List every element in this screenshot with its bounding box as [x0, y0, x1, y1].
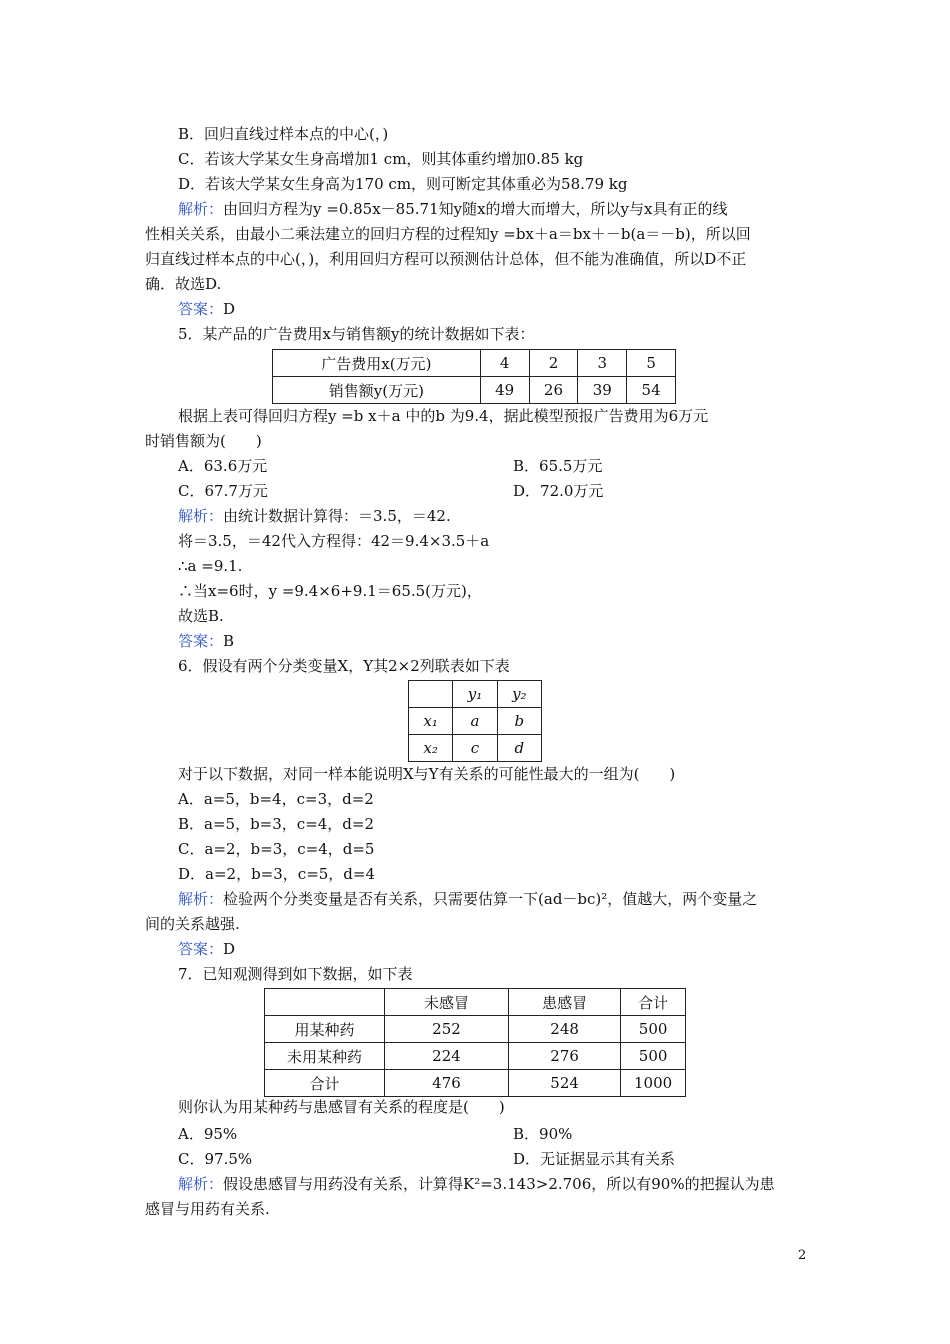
- q5-analysis-line-3: ∴a =9.1.: [178, 557, 243, 575]
- q5-analysis-line-1: [178, 506, 451, 526]
- q4-option-b: B．回归直线过样本点的中心(，): [178, 125, 389, 143]
- table-cell: y₁: [453, 681, 497, 708]
- q4-analysis-line-4: 确．故选D.: [145, 275, 222, 293]
- q5-text-line-2: 时销售额为( ): [145, 432, 262, 450]
- table-cell: 合计: [621, 989, 686, 1016]
- analysis-label: 解析：: [178, 890, 224, 908]
- table-cell: 248: [509, 1016, 621, 1043]
- q5-option-d: D．72.0万元: [513, 482, 604, 500]
- answer-label: 答案：: [178, 300, 224, 318]
- table-row: [273, 350, 676, 377]
- q5-stem: 5．某产品的广告费用x与销售额y的统计数据如下表：: [178, 325, 535, 343]
- q4-option-d: D．若该大学某女生身高为170 cm，则可断定其体重必为58.79 kg: [178, 175, 628, 193]
- q6-stem: 6．假设有两个分类变量X，Y其2×2列联表如下表: [178, 657, 510, 675]
- answer-label: 答案：: [178, 632, 224, 650]
- table-cell: [409, 681, 453, 708]
- table-cell: x₁: [409, 708, 453, 735]
- q7-option-d: D．无证据显示其有关系: [513, 1150, 676, 1168]
- table-cell: c: [453, 735, 497, 762]
- q7-analysis-line-2: 感冒与用药有关系.: [145, 1200, 270, 1218]
- q5-data-table: [272, 349, 676, 404]
- q4-option-c: C．若该大学某女生身高增加1 cm，则其体重约增加0.85 kg: [178, 150, 584, 168]
- table-cell: b: [497, 708, 541, 735]
- q7-option-b: B．90%: [513, 1125, 573, 1143]
- table-cell: 4: [480, 350, 529, 377]
- table-cell: 3: [578, 350, 627, 377]
- table-cell: y₂: [497, 681, 541, 708]
- table-cell: 未用某种药: [265, 1043, 385, 1070]
- analysis-label: 解析：: [178, 507, 224, 525]
- page-number: 2: [798, 1248, 807, 1263]
- q5-option-b: B．65.5万元: [513, 457, 603, 475]
- table-cell: 1000: [621, 1070, 686, 1097]
- table-cell: 26: [529, 377, 578, 404]
- table-cell: 广告费用x(万元): [273, 350, 481, 377]
- q7-text: 则你认为用某种药与患感冒有关系的程度是( ): [178, 1098, 505, 1116]
- table-row: [409, 735, 542, 762]
- table-cell: d: [497, 735, 541, 762]
- table-cell: [265, 989, 385, 1016]
- analysis-text: 由回归方程为y =0.85x－85.71知y随x的增大而增大，所以y与x具有正的线: [223, 200, 728, 218]
- table-cell: 患感冒: [509, 989, 621, 1016]
- q7-data-table: [264, 988, 686, 1097]
- table-cell: 销售额y(万元): [273, 377, 481, 404]
- q6-text: 对于以下数据，对同一样本能说明X与Y有关系的可能性最大的一组为( ): [178, 765, 676, 783]
- q6-answer: [178, 939, 235, 959]
- table-cell: 500: [621, 1043, 686, 1070]
- q5-option-a: A．63.6万元: [178, 457, 268, 475]
- q6-option-c: C．a=2，b=3，c=4，d=5: [178, 840, 375, 858]
- q7-stem: 7．已知观测得到如下数据，如下表: [178, 965, 413, 983]
- q5-text-line-1: 根据上表可得回归方程y =b x＋a 中的b 为9.4，据此模型预报广告费用为6万元: [178, 407, 709, 425]
- table-cell: 2: [529, 350, 578, 377]
- q6-contingency-table: [408, 680, 542, 762]
- table-row: [409, 681, 542, 708]
- q5-analysis-line-2: 将＝3.5，＝42代入方程得：42＝9.4×3.5＋a: [178, 532, 490, 550]
- analysis-label: 解析：: [178, 200, 224, 218]
- table-row: [409, 708, 542, 735]
- table-cell: 476: [384, 1070, 508, 1097]
- q5-analysis-line-5: 故选B.: [178, 607, 224, 625]
- q6-option-a: A．a=5，b=4，c=3，d=2: [178, 790, 374, 808]
- analysis-label: 解析：: [178, 1175, 224, 1193]
- q7-option-a: A．95%: [178, 1125, 238, 1143]
- table-cell: 276: [509, 1043, 621, 1070]
- q6-option-d: D．a=2，b=3，c=5，d=4: [178, 865, 376, 883]
- q7-analysis-line-1: [178, 1174, 775, 1194]
- table-row: [265, 1016, 686, 1043]
- q5-answer: [178, 631, 234, 651]
- table-cell: a: [453, 708, 497, 735]
- analysis-text: 由统计数据计算得：＝3.5，＝42.: [223, 507, 451, 525]
- table-cell: 39: [578, 377, 627, 404]
- table-cell: 49: [480, 377, 529, 404]
- table-row: [265, 1043, 686, 1070]
- analysis-text: 假设患感冒与用药没有关系，计算得K²=3.143>2.706，所以有90%的把握认为患: [223, 1175, 775, 1193]
- table-row: [265, 1070, 686, 1097]
- table-cell: 未感冒: [384, 989, 508, 1016]
- analysis-text: 检验两个分类变量是否有关系，只需要估算一下(ad－bc)²，值越大，两个变量之: [223, 890, 758, 908]
- table-cell: 500: [621, 1016, 686, 1043]
- table-cell: 合计: [265, 1070, 385, 1097]
- table-cell: 524: [509, 1070, 621, 1097]
- q6-option-b: B．a=5，b=3，c=4，d=2: [178, 815, 375, 833]
- q4-analysis-line-1: [178, 199, 728, 219]
- table-cell: 224: [384, 1043, 508, 1070]
- table-cell: 5: [627, 350, 676, 377]
- table-cell: 用某种药: [265, 1016, 385, 1043]
- q4-analysis-line-2: 性相关关系，由最小二乘法建立的回归方程的过程知y =bx＋a＝bx＋－b(a＝－b)，所以回: [145, 225, 751, 243]
- answer-value: D: [223, 940, 236, 958]
- table-cell: 54: [627, 377, 676, 404]
- table-cell: 252: [384, 1016, 508, 1043]
- q7-option-c: C．97.5%: [178, 1150, 253, 1168]
- table-row: [273, 377, 676, 404]
- q6-analysis-line-2: 间的关系越强.: [145, 915, 240, 933]
- q4-analysis-line-3: 归直线过样本点的中心(，)，利用回归方程可以预测估计总体，但不能为准确值，所以D不正: [145, 250, 747, 268]
- q5-option-c: C．67.7万元: [178, 482, 268, 500]
- answer-label: 答案：: [178, 940, 224, 958]
- q4-answer: [178, 299, 235, 319]
- answer-value: B: [223, 632, 235, 650]
- q6-analysis-line-1: [178, 889, 757, 909]
- answer-value: D: [223, 300, 236, 318]
- table-cell: x₂: [409, 735, 453, 762]
- table-row: [265, 989, 686, 1016]
- q5-analysis-line-4: ∴当x=6时，y =9.4×6+9.1＝65.5(万元)，: [178, 582, 482, 600]
